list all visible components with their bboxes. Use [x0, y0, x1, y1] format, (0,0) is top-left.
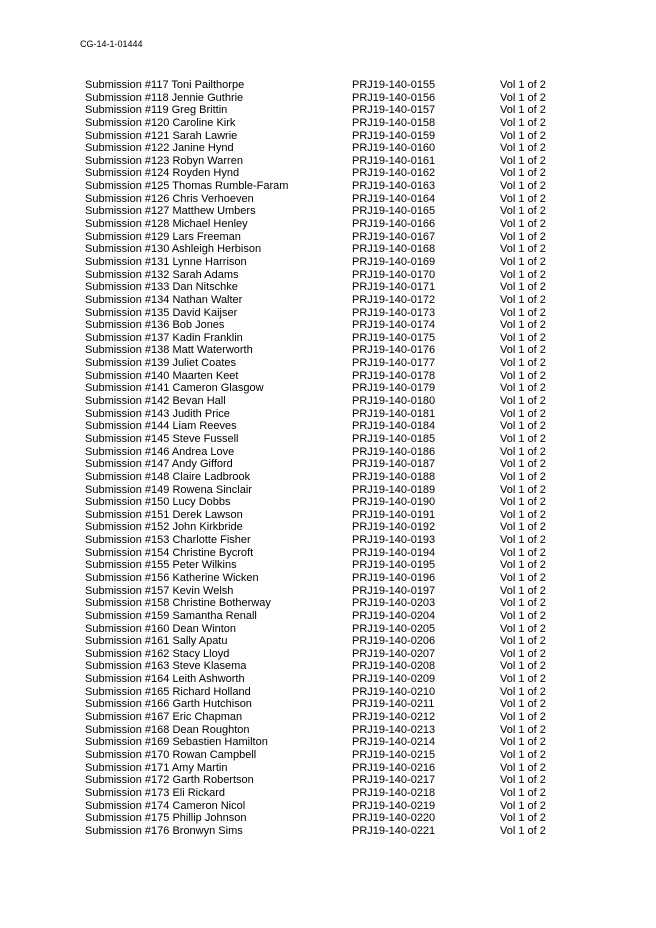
volume-label: Vol 1 of 2 — [500, 534, 546, 547]
reference-number: PRJ19-140-0176 — [352, 344, 436, 357]
list-item — [0, 104, 656, 117]
submission-name: Submission #160 Dean Winton — [85, 622, 237, 635]
list-item — [0, 319, 656, 332]
submission-name: Submission #163 Steve Klasema — [85, 660, 247, 673]
volume-label: Vol 1 of 2 — [500, 609, 546, 622]
list-item — [0, 180, 656, 193]
list-item — [0, 825, 656, 838]
reference-number: PRJ19-140-0217 — [352, 774, 436, 787]
volume-label: Vol 1 of 2 — [500, 230, 546, 243]
list-item — [0, 117, 656, 130]
reference-number: PRJ19-140-0179 — [352, 382, 436, 395]
reference-number: PRJ19-140-0175 — [352, 331, 436, 344]
reference-number: PRJ19-140-0159 — [352, 129, 436, 142]
reference-number: PRJ19-140-0178 — [352, 369, 436, 382]
submission-name: Submission #121 Sarah Lawrie — [85, 129, 238, 142]
volume-label: Vol 1 of 2 — [500, 281, 546, 294]
reference-number: PRJ19-140-0155 — [352, 79, 436, 91]
volume-label: Vol 1 of 2 — [500, 218, 546, 231]
submission-name: Submission #127 Matthew Umbers — [85, 205, 256, 218]
submission-name: Submission #174 Cameron Nicol — [85, 799, 246, 812]
reference-number: PRJ19-140-0191 — [352, 508, 436, 521]
volume-label: Vol 1 of 2 — [500, 432, 546, 445]
list-item — [0, 256, 656, 269]
volume-label: Vol 1 of 2 — [500, 571, 546, 584]
list-item — [0, 673, 656, 686]
list-item — [0, 509, 656, 522]
volume-label: Vol 1 of 2 — [500, 799, 546, 812]
volume-label: Vol 1 of 2 — [500, 647, 546, 660]
list-item — [0, 534, 656, 547]
submission-name: Submission #145 Steve Fussell — [85, 432, 239, 445]
list-item — [0, 281, 656, 294]
list-item — [0, 812, 656, 825]
list-item — [0, 142, 656, 155]
reference-number: PRJ19-140-0172 — [352, 293, 436, 306]
list-item — [0, 408, 656, 421]
submission-name: Submission #129 Lars Freeman — [85, 230, 241, 243]
volume-label: Vol 1 of 2 — [500, 584, 546, 597]
reference-number: PRJ19-140-0185 — [352, 432, 436, 445]
volume-label: Vol 1 of 2 — [500, 293, 546, 306]
reference-number: PRJ19-140-0213 — [352, 723, 436, 736]
submission-name: Submission #175 Phillip Johnson — [85, 812, 247, 825]
list-item — [0, 711, 656, 724]
list-item — [0, 635, 656, 648]
submission-name: Submission #122 Janine Hynd — [85, 142, 234, 155]
reference-number: PRJ19-140-0206 — [352, 635, 436, 648]
submission-name: Submission #154 Christine Bycroft — [85, 546, 254, 559]
volume-label: Vol 1 of 2 — [500, 673, 546, 686]
submission-name: Submission #164 Leith Ashworth — [85, 673, 245, 686]
reference-number: PRJ19-140-0196 — [352, 571, 436, 584]
list-item — [0, 130, 656, 143]
volume-label: Vol 1 of 2 — [500, 786, 546, 799]
submission-name: Submission #148 Claire Ladbrook — [85, 470, 251, 483]
list-item — [0, 344, 656, 357]
reference-number: PRJ19-140-0180 — [352, 395, 436, 408]
volume-label: Vol 1 of 2 — [500, 660, 546, 673]
submission-name: Submission #171 Amy Martin — [85, 761, 228, 774]
volume-label: Vol 1 of 2 — [500, 774, 546, 787]
volume-label: Vol 1 of 2 — [500, 306, 546, 319]
list-item — [0, 294, 656, 307]
volume-label: Vol 1 of 2 — [500, 711, 546, 724]
reference-number: PRJ19-140-0189 — [352, 483, 436, 496]
submission-name: Submission #173 Eli Rickard — [85, 786, 226, 799]
reference-number: PRJ19-140-0197 — [352, 584, 436, 597]
reference-number: PRJ19-140-0207 — [352, 647, 436, 660]
reference-number: PRJ19-140-0186 — [352, 445, 436, 458]
list-item — [0, 243, 656, 256]
reference-number: PRJ19-140-0203 — [352, 597, 436, 610]
reference-number: PRJ19-140-0211 — [352, 698, 435, 711]
list-item — [0, 307, 656, 320]
list-item — [0, 420, 656, 433]
reference-number: PRJ19-140-0177 — [352, 357, 436, 370]
submission-name: Submission #125 Thomas Rumble-Faram — [85, 180, 289, 193]
submission-name: Submission #169 Sebastien Hamilton — [85, 736, 268, 749]
reference-number: PRJ19-140-0171 — [352, 281, 436, 294]
list-item — [0, 231, 656, 244]
volume-label: Vol 1 of 2 — [500, 319, 546, 332]
reference-number: PRJ19-140-0173 — [352, 306, 436, 319]
submission-name: Submission #157 Kevin Welsh — [85, 584, 234, 597]
list-item — [0, 749, 656, 762]
submission-name: Submission #147 Andy Gifford — [85, 458, 233, 471]
reference-number: PRJ19-140-0210 — [352, 685, 436, 698]
list-item — [0, 800, 656, 813]
reference-number: PRJ19-140-0162 — [352, 167, 436, 180]
submission-name: Submission #132 Sarah Adams — [85, 268, 239, 281]
reference-number: PRJ19-140-0167 — [352, 230, 436, 243]
volume-label: Vol 1 of 2 — [500, 470, 546, 483]
reference-number: PRJ19-140-0165 — [352, 205, 436, 218]
reference-number: PRJ19-140-0219 — [352, 799, 436, 812]
list-item — [0, 496, 656, 509]
submission-name: Submission #133 Dan Nitschke — [85, 281, 238, 294]
list-item — [0, 446, 656, 459]
volume-label: Vol 1 of 2 — [500, 698, 546, 711]
reference-number: PRJ19-140-0209 — [352, 673, 436, 686]
reference-number: PRJ19-140-0156 — [352, 91, 436, 104]
volume-label: Vol 1 of 2 — [500, 458, 546, 471]
volume-label: Vol 1 of 2 — [500, 180, 546, 193]
submission-name: Submission #158 Christine Botherway — [85, 597, 271, 610]
reference-number: PRJ19-140-0169 — [352, 255, 436, 268]
submission-name: Submission #142 Bevan Hall — [85, 395, 226, 408]
volume-label: Vol 1 of 2 — [500, 407, 546, 420]
list-item — [0, 382, 656, 395]
list-item — [0, 787, 656, 800]
reference-number: PRJ19-140-0161 — [352, 154, 436, 167]
submission-name: Submission #120 Caroline Kirk — [85, 116, 236, 129]
submission-name: Submission #123 Robyn Warren — [85, 154, 243, 167]
submission-name: Submission #151 Derek Lawson — [85, 508, 243, 521]
submission-name: Submission #170 Rowan Campbell — [85, 748, 257, 761]
reference-number: PRJ19-140-0190 — [352, 496, 436, 509]
list-item — [0, 686, 656, 699]
list-item — [0, 484, 656, 497]
volume-label: Vol 1 of 2 — [500, 116, 546, 129]
reference-number: PRJ19-140-0221 — [352, 824, 436, 837]
document-id: CG-14-1-01444 — [80, 39, 143, 49]
list-item — [0, 395, 656, 408]
list-item — [0, 458, 656, 471]
list-item — [0, 433, 656, 446]
list-item — [0, 623, 656, 636]
submission-name: Submission #146 Andrea Love — [85, 445, 235, 458]
submission-name: Submission #155 Peter Wilkins — [85, 559, 237, 572]
volume-label: Vol 1 of 2 — [500, 824, 546, 837]
list-item — [0, 218, 656, 231]
list-item — [0, 370, 656, 383]
list-item — [0, 269, 656, 282]
submission-name: Submission #152 John Kirkbride — [85, 521, 243, 534]
reference-number: PRJ19-140-0168 — [352, 243, 436, 256]
submission-name: Submission #139 Juliet Coates — [85, 357, 237, 370]
reference-number: PRJ19-140-0174 — [352, 319, 436, 332]
submission-name: Submission #159 Samantha Renall — [85, 609, 257, 622]
list-item — [0, 585, 656, 598]
list-item — [0, 167, 656, 180]
list-item — [0, 79, 656, 92]
list-item — [0, 762, 656, 775]
list-item — [0, 357, 656, 370]
list-item — [0, 648, 656, 661]
submission-name: Submission #118 Jennie Guthrie — [85, 91, 244, 104]
submission-name: Submission #128 Michael Henley — [85, 218, 248, 231]
reference-number: PRJ19-140-0158 — [352, 116, 436, 129]
volume-label: Vol 1 of 2 — [500, 635, 546, 648]
reference-number: PRJ19-140-0212 — [352, 711, 436, 724]
volume-label: Vol 1 of 2 — [500, 761, 546, 774]
volume-label: Vol 1 of 2 — [500, 508, 546, 521]
submission-name: Submission #165 Richard Holland — [85, 685, 251, 698]
list-item — [0, 521, 656, 534]
submission-name: Submission #167 Eric Chapman — [85, 711, 243, 724]
reference-number: PRJ19-140-0218 — [352, 786, 436, 799]
submission-name: Submission #162 Stacy Lloyd — [85, 647, 230, 660]
volume-label: Vol 1 of 2 — [500, 357, 546, 370]
volume-label: Vol 1 of 2 — [500, 192, 546, 205]
list-item — [0, 610, 656, 623]
list-item — [0, 559, 656, 572]
volume-label: Vol 1 of 2 — [500, 167, 546, 180]
volume-label: Vol 1 of 2 — [500, 748, 546, 761]
volume-label: Vol 1 of 2 — [500, 79, 546, 91]
reference-number: PRJ19-140-0157 — [352, 104, 436, 117]
reference-number: PRJ19-140-0160 — [352, 142, 436, 155]
submission-name: Submission #176 Bronwyn Sims — [85, 824, 243, 837]
submission-name: Submission #117 Toni Pailthorpe — [85, 79, 245, 91]
volume-label: Vol 1 of 2 — [500, 496, 546, 509]
list-item — [0, 547, 656, 560]
submission-name: Submission #140 Maarten Keet — [85, 369, 239, 382]
volume-label: Vol 1 of 2 — [500, 812, 546, 825]
volume-label: Vol 1 of 2 — [500, 154, 546, 167]
volume-label: Vol 1 of 2 — [500, 736, 546, 749]
list-item — [0, 724, 656, 737]
reference-number: PRJ19-140-0166 — [352, 218, 436, 231]
reference-number: PRJ19-140-0184 — [352, 420, 436, 433]
reference-number: PRJ19-140-0193 — [352, 534, 436, 547]
submission-list — [0, 79, 656, 837]
list-item — [0, 332, 656, 345]
list-item — [0, 155, 656, 168]
reference-number: PRJ19-140-0205 — [352, 622, 436, 635]
reference-number: PRJ19-140-0163 — [352, 180, 436, 193]
submission-name: Submission #150 Lucy Dobbs — [85, 496, 231, 509]
submission-name: Submission #134 Nathan Walter — [85, 293, 243, 306]
volume-label: Vol 1 of 2 — [500, 91, 546, 104]
volume-label: Vol 1 of 2 — [500, 255, 546, 268]
volume-label: Vol 1 of 2 — [500, 559, 546, 572]
reference-number: PRJ19-140-0220 — [352, 812, 436, 825]
submission-name: Submission #161 Sally Apatu — [85, 635, 228, 648]
reference-number: PRJ19-140-0195 — [352, 559, 436, 572]
list-item — [0, 205, 656, 218]
volume-label: Vol 1 of 2 — [500, 521, 546, 534]
submission-name: Submission #135 David Kaijser — [85, 306, 238, 319]
reference-number: PRJ19-140-0181 — [352, 407, 436, 420]
volume-label: Vol 1 of 2 — [500, 723, 546, 736]
submission-name: Submission #149 Rowena Sinclair — [85, 483, 252, 496]
volume-label: Vol 1 of 2 — [500, 622, 546, 635]
volume-label: Vol 1 of 2 — [500, 142, 546, 155]
volume-label: Vol 1 of 2 — [500, 395, 546, 408]
submission-name: Submission #166 Garth Hutchison — [85, 698, 252, 711]
submission-name: Submission #119 Greg Brittin — [85, 104, 228, 117]
list-item — [0, 471, 656, 484]
volume-label: Vol 1 of 2 — [500, 243, 546, 256]
submission-name: Submission #168 Dean Roughton — [85, 723, 250, 736]
volume-label: Vol 1 of 2 — [500, 205, 546, 218]
volume-label: Vol 1 of 2 — [500, 483, 546, 496]
list-item — [0, 193, 656, 206]
volume-label: Vol 1 of 2 — [500, 685, 546, 698]
volume-label: Vol 1 of 2 — [500, 546, 546, 559]
submission-name: Submission #156 Katherine Wicken — [85, 571, 259, 584]
reference-number: PRJ19-140-0215 — [352, 748, 436, 761]
reference-number: PRJ19-140-0204 — [352, 609, 436, 622]
list-item — [0, 774, 656, 787]
volume-label: Vol 1 of 2 — [500, 129, 546, 142]
submission-name: Submission #124 Royden Hynd — [85, 167, 240, 180]
volume-label: Vol 1 of 2 — [500, 331, 546, 344]
submission-name: Submission #141 Cameron Glasgow — [85, 382, 264, 395]
list-item — [0, 597, 656, 610]
volume-label: Vol 1 of 2 — [500, 597, 546, 610]
submission-name: Submission #144 Liam Reeves — [85, 420, 237, 433]
submission-name: Submission #153 Charlotte Fisher — [85, 534, 251, 547]
volume-label: Vol 1 of 2 — [500, 420, 546, 433]
volume-label: Vol 1 of 2 — [500, 382, 546, 395]
reference-number: PRJ19-140-0192 — [352, 521, 436, 534]
submission-name: Submission #143 Judith Price — [85, 407, 230, 420]
list-item — [0, 660, 656, 673]
submission-name: Submission #138 Matt Waterworth — [85, 344, 253, 357]
volume-label: Vol 1 of 2 — [500, 445, 546, 458]
reference-number: PRJ19-140-0216 — [352, 761, 436, 774]
submission-name: Submission #137 Kadin Franklin — [85, 331, 243, 344]
volume-label: Vol 1 of 2 — [500, 104, 546, 117]
submission-name: Submission #130 Ashleigh Herbison — [85, 243, 262, 256]
reference-number: PRJ19-140-0208 — [352, 660, 436, 673]
reference-number: PRJ19-140-0164 — [352, 192, 436, 205]
reference-number: PRJ19-140-0214 — [352, 736, 436, 749]
volume-label: Vol 1 of 2 — [500, 369, 546, 382]
volume-label: Vol 1 of 2 — [500, 268, 546, 281]
list-item — [0, 92, 656, 105]
submission-name: Submission #136 Bob Jones — [85, 319, 225, 332]
submission-name: Submission #172 Garth Robertson — [85, 774, 254, 787]
submission-name: Submission #126 Chris Verhoeven — [85, 192, 254, 205]
reference-number: PRJ19-140-0187 — [352, 458, 436, 471]
list-item — [0, 736, 656, 749]
volume-label: Vol 1 of 2 — [500, 344, 546, 357]
list-item — [0, 698, 656, 711]
list-item — [0, 572, 656, 585]
reference-number: PRJ19-140-0188 — [352, 470, 436, 483]
reference-number: PRJ19-140-0194 — [352, 546, 436, 559]
reference-number: PRJ19-140-0170 — [352, 268, 436, 281]
submission-name: Submission #131 Lynne Harrison — [85, 255, 247, 268]
